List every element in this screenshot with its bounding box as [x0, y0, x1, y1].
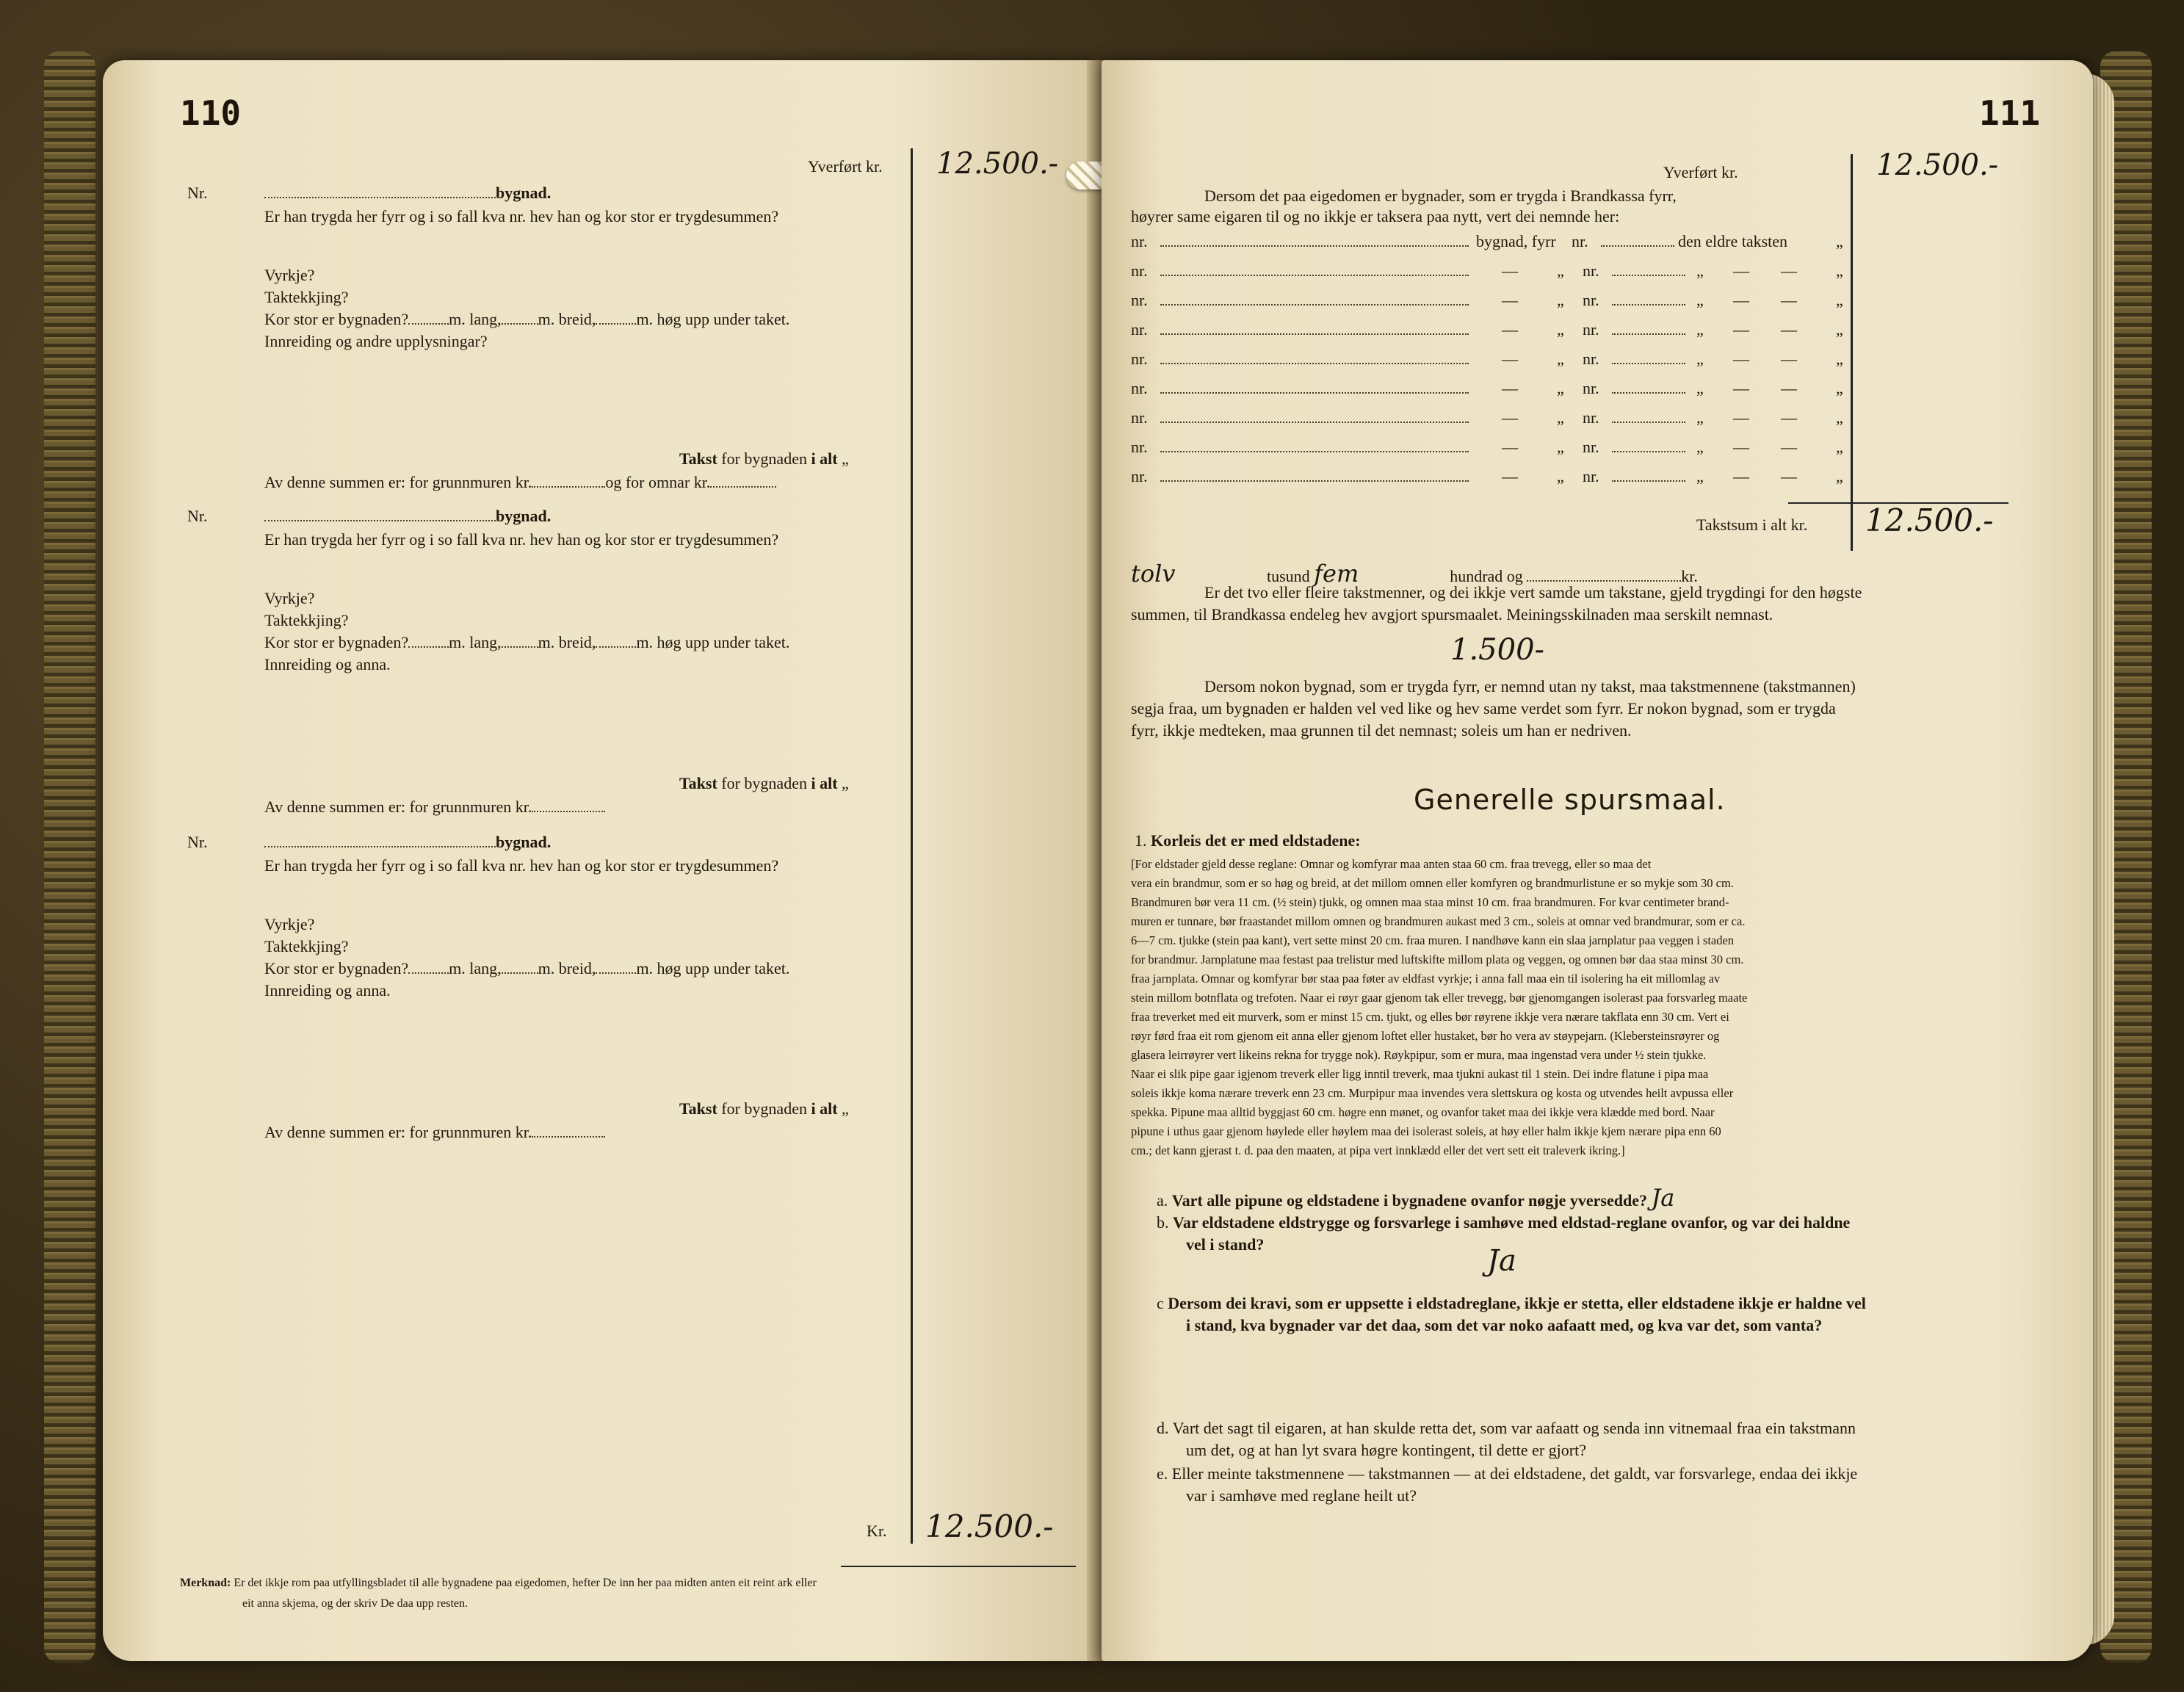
- row-dash: —: [1781, 320, 1797, 339]
- row-nr2-label: nr.: [1583, 291, 1599, 309]
- amount-column-line: [911, 148, 913, 1544]
- rules-line: cm.; det kann gjerast t. d. paa den maaten, at pipa vert innklædd eller det vert sett eit traleverk ikring.]: [1131, 1143, 1625, 1157]
- nr-label: Nr.: [187, 507, 208, 525]
- hw-hundrad: fem: [1314, 560, 1359, 588]
- qa-text: Vart alle pipune og eldstadene i bygnadene ovanfor nøgje yversedde?: [1171, 1191, 1647, 1210]
- row-dash: —: [1733, 438, 1749, 456]
- row-dash: —: [1733, 379, 1749, 397]
- row-quote: „: [1696, 291, 1704, 309]
- row-dash: —: [1733, 467, 1749, 485]
- row-dash: —: [1502, 467, 1518, 485]
- row-nr-label: nr.: [1131, 438, 1148, 456]
- row-quote: „: [1696, 261, 1704, 280]
- row-quote: „: [1557, 467, 1564, 485]
- row-dash: —: [1502, 261, 1518, 280]
- row-comma: „: [1836, 261, 1843, 280]
- row-dash: —: [1781, 408, 1797, 427]
- takst-word: Takst: [679, 774, 717, 792]
- nr-label: Nr.: [187, 184, 208, 202]
- av-denne-line: [264, 1123, 605, 1142]
- hundrad-og-label: hundrad og: [1450, 567, 1523, 585]
- takst-rest: for bygnaden: [721, 774, 807, 792]
- right-page: [1102, 60, 2093, 1661]
- taktekkjing-question: Taktekkjing?: [264, 937, 349, 955]
- size-question: [264, 633, 789, 652]
- merknad-line-1: [180, 1577, 817, 1590]
- row-comma: „: [1836, 438, 1843, 456]
- lang-label: m. lang,: [449, 959, 502, 977]
- cover-edge-left: [44, 51, 95, 1663]
- rules-line: Brandmuren bør vera 11 cm. (½ stein) tjukk, og omnen maa staa minst 10 cm. fraa brandmuren. For kvar centimeter brand-: [1131, 895, 1729, 909]
- row-comma: „: [1836, 320, 1843, 339]
- takst-word: Takst: [679, 1099, 717, 1118]
- yverfort-value: 12.500.-: [936, 147, 1059, 181]
- row-dotted-field: [1612, 350, 1685, 369]
- row-comma: „: [1836, 350, 1843, 368]
- row-dash: —: [1502, 438, 1518, 456]
- row-nr-label: nr.: [1131, 408, 1148, 427]
- kr-total-value: 12.500.-: [925, 1508, 1054, 1544]
- qb-text-1: Var eldstadene eldstrygge og forsvarlege i samhøve med eldstad-reglane ovanfor, og var dei haldne: [1173, 1213, 1851, 1232]
- row-nr2-label: nr.: [1583, 438, 1599, 456]
- row-dotted-field: [1612, 320, 1685, 339]
- tvo-line-2: summen, til Brandkassa endeleg hev avgjort spursmaalet. Meiningsskilnaden maa serskilt nemnast.: [1131, 605, 1773, 623]
- takst-word: Takst: [679, 449, 717, 468]
- qa-answer: Ja: [1651, 1184, 1675, 1212]
- question-a: [1157, 1184, 1674, 1212]
- size-label: Kor stor er bygnaden?: [264, 959, 409, 977]
- row-dotted-field: [1160, 438, 1469, 457]
- row-nr-label: nr.: [1131, 320, 1148, 339]
- tvo-line-1: Er det tvo eller fleire takstmenner, og dei ikkje vert samde um takstane, gjeld trygdingi for den høgste: [1204, 583, 1862, 601]
- row-dotted-field: [1160, 261, 1469, 281]
- dersom-line-2: segja fraa, um bygnaden er halden vel ved like og hev same verdet som fyrr. Er nokon bygnad, som er trygda: [1131, 699, 1836, 717]
- dersom-line-1: Dersom nokon bygnad, som er trygda fyrr, er nemnd utan ny takst, maa takstmennene (takstmannen): [1204, 677, 1856, 695]
- trygda-question: Er han trygda her fyrr og i so fall kva nr. hev han og kor stor er trygdesummen?: [264, 856, 779, 875]
- row-dotted-field: [1612, 438, 1685, 457]
- hog-label: m. høg upp under taket.: [636, 959, 790, 977]
- left-page: [103, 60, 1094, 1661]
- question-d-1: [1157, 1419, 1856, 1438]
- size-question: [264, 310, 789, 329]
- row-dash: —: [1733, 350, 1749, 368]
- lang-label: m. lang,: [449, 633, 502, 651]
- innreiding-question: Innreiding og anna.: [264, 981, 391, 999]
- qd-letter: d.: [1157, 1419, 1169, 1437]
- row-quote: „: [1557, 291, 1564, 309]
- comma-mark: „: [842, 1099, 849, 1118]
- omnar-label: og for omnar kr.: [605, 473, 711, 491]
- bygnad-label: bygnad.: [496, 833, 552, 851]
- breid-label: m. breid,: [538, 633, 596, 651]
- qb-text-2: vel i stand?: [1186, 1235, 1265, 1254]
- row-quote: „: [1557, 320, 1564, 339]
- row-nr2-label: nr.: [1583, 379, 1599, 397]
- row-dash: —: [1502, 408, 1518, 427]
- row-quote: „: [1696, 438, 1704, 456]
- lang-label: m. lang,: [449, 310, 502, 328]
- bygnad-line: [264, 833, 551, 852]
- row-nr2-label: nr.: [1583, 320, 1599, 339]
- merknad-text-1: Er det ikkje rom paa utfyllingsbladet til alle bygnadene paa eigedomen, hefter De inn her paa midten anten eit reint ark eller: [234, 1577, 817, 1589]
- row-dotted-field: [1160, 232, 1469, 251]
- rules-line: røyr førd fraa eit rom gjenom eit anna eller gjenom loftet eller hustaket, bør ho vera av støypejarn. (Klebersteinsrøyrer og: [1131, 1029, 1720, 1043]
- size-question: [264, 959, 789, 978]
- row-quote: „: [1696, 467, 1704, 485]
- row-dotted-field: [1612, 379, 1685, 398]
- qe-text-2: var i samhøve med reglane heilt ut?: [1186, 1486, 1417, 1505]
- qe-text-1: Eller meinte takstmennene — takstmannen — at dei eldstadene, det galdt, var forsvarlege, endaa dei ikkje: [1171, 1464, 1858, 1483]
- av-denne-label: Av denne summen er: for grunnmuren kr.: [264, 798, 532, 816]
- total-rule: [841, 1566, 1076, 1567]
- row-quote: „: [1696, 350, 1704, 368]
- row-dotted-field: [1612, 261, 1685, 281]
- qc-letter: c: [1157, 1294, 1164, 1312]
- row-comma: „: [1836, 291, 1843, 309]
- bygnad-line: [264, 184, 551, 203]
- dersom-line-3: fyrr, ikkje medteken, maa grunnen til det nemnast; soleis um han er nedriven.: [1131, 721, 1632, 740]
- yverfort-label: Yverført kr.: [808, 157, 883, 176]
- row-dash: —: [1781, 438, 1797, 456]
- rules-line: pipune i uthus gaar gjenom høylede eller høylem maa dei isolerast soleis, at høy eller halm ikkje kjem nærare pipa enn 60: [1131, 1124, 1721, 1138]
- row-quote: „: [1696, 320, 1704, 339]
- row-comma: „: [1836, 379, 1843, 397]
- av-denne-line: [264, 473, 776, 492]
- q1-title: Korleis det er med eldstadene:: [1151, 831, 1361, 850]
- row-quote: „: [1557, 438, 1564, 456]
- amount-column-line: [1851, 154, 1853, 551]
- row-comma: „: [1836, 467, 1843, 485]
- qc-text-2: i stand, kva bygnader var det daa, som det var noko aafaatt med, og kva var det, som vanta?: [1186, 1316, 1823, 1334]
- question-b-1: [1157, 1213, 1850, 1232]
- row-nr-label: nr.: [1131, 261, 1148, 280]
- row-dash: —: [1502, 320, 1518, 339]
- innreiding-question: Innreiding og andre upplysningar?: [264, 332, 488, 350]
- q1-number: 1.: [1135, 831, 1147, 850]
- section-heading: Generelle spursmaal.: [1414, 784, 1726, 816]
- row-nr2-label: nr.: [1583, 261, 1599, 280]
- rules-line: stein millom botnflata og trefoten. Naar ei røyr gaar gjenom tak eller trevegg, bør gjenomgangen isolerast paa forsvarleg maate: [1131, 991, 1748, 1005]
- qa-letter: a.: [1157, 1191, 1168, 1210]
- merknad-line-2: eit anna skjema, og der skriv De daa upp resten.: [242, 1597, 469, 1610]
- trygda-question: Er han trygda her fyrr og i so fall kva nr. hev han og kor stor er trygdesummen?: [264, 207, 779, 225]
- row-nr2-label: nr.: [1583, 350, 1599, 368]
- question-e-1: [1157, 1464, 1857, 1483]
- rules-line: for brandmur. Jarnplatune maa festast paa trelistur med luftskifte millom plata og veggen, og omnen bør daa staa minst 30 cm.: [1131, 952, 1744, 966]
- row-dash: —: [1502, 350, 1518, 368]
- rules-line: 6—7 cm. tjukke (stein paa kant), vert sette minst 20 cm. fraa muren. I nandhøve kann ein slaa jarnplatur paa veggen i staden: [1131, 933, 1735, 947]
- row-dotted-field: [1160, 467, 1469, 486]
- hog-label: m. høg upp under taket.: [636, 633, 790, 651]
- row-nr2-label: nr.: [1583, 467, 1599, 485]
- rules-line: Naar ei slik pipe gaar igjenom treverk eller ligg inntil treverk, maa tjukni aukast til 1 stein. Dei indre flatune i pipa maa: [1131, 1067, 1709, 1081]
- yverfort-label: Yverført kr.: [1663, 163, 1738, 181]
- row-nr2-label: nr.: [1583, 408, 1599, 427]
- row-dash: —: [1781, 379, 1797, 397]
- hog-label: m. høg upp under taket.: [636, 310, 790, 328]
- i-alt-label: i alt: [811, 1099, 838, 1118]
- rules-line: spekka. Pipune maa alltid byggjast 60 cm. høgre enn mønet, og ovanfor taket maa dei ikkje vera klædde med bord. Naar: [1131, 1105, 1715, 1119]
- rules-line: fraa jarnplata. Omnar og komfyrar bør staa paa føter av eldfast vyrkje; i anna fall maa ein til isolering ha eit millomlag av: [1131, 972, 1721, 986]
- rules-line: glasera leirrøyrer vert likeins rekna for trygge nok). Røykpipur, som er mura, maa ingenstad vera under ½ stein tjukke.: [1131, 1048, 1707, 1062]
- qb-answer: Ja: [1487, 1244, 1516, 1278]
- row-dotted-field: [1160, 350, 1469, 369]
- row-dash: —: [1733, 320, 1749, 339]
- row-quote: „: [1557, 379, 1564, 397]
- hw-tusund: tolv: [1131, 560, 1176, 588]
- qb-letter: b.: [1157, 1213, 1169, 1232]
- kr-label: kr.: [1681, 567, 1698, 585]
- qc-text-1: Dersom dei kravi, som er uppsette i eldstadreglane, ikkje er stetta, eller eldstadene ikkje er haldne vel: [1168, 1294, 1866, 1312]
- q1-line: [1135, 831, 1361, 850]
- rules-line: muren er tunnare, bør fraastandet millom omnen og brandmuren aukast med 3 cm., soleis at omnar ved brandmurar, som er ca.: [1131, 914, 1746, 928]
- trygda-question: Er han trygda her fyrr og i so fall kva nr. hev han og kor stor er trygdesummen?: [264, 530, 779, 549]
- page-number-right: 111: [1979, 93, 2041, 133]
- taktekkjing-question: Taktekkjing?: [264, 288, 349, 306]
- rules-line: vera ein brandmur, som er so høg og breid, at det millom omnen eller komfyren og brandmurlistune er so mykje som 30 cm.: [1131, 876, 1734, 890]
- kr-label: Kr.: [867, 1522, 887, 1540]
- bygnad-line: [264, 507, 551, 526]
- row-nr2-label: nr.: [1572, 232, 1588, 250]
- taktekkjing-question: Taktekkjing?: [264, 611, 349, 629]
- row-comma: „: [1836, 408, 1843, 427]
- takstsum-value: 12.500.-: [1865, 502, 1994, 538]
- takst-line: [679, 774, 849, 793]
- intro-line-2: høyrer same eigaren til og no ikkje er taksera paa nytt, vert dei nemnde her:: [1131, 207, 1620, 225]
- av-denne-label: Av denne summen er: for grunnmuren kr.: [264, 473, 532, 491]
- rules-line: soleis ikkje koma nærare treverk enn 23 cm. Murpipur maa invendes vera slettskura og kosta og utvendes heilt avpussa eller: [1131, 1086, 1734, 1100]
- row-dotted-field: [1160, 408, 1469, 427]
- row-dotted-field: [1160, 379, 1469, 398]
- size-label: Kor stor er bygnaden?: [264, 633, 409, 651]
- bygnad-label: bygnad.: [496, 507, 552, 525]
- row-dash: —: [1502, 291, 1518, 309]
- row-dash: —: [1781, 291, 1797, 309]
- takst-rest: for bygnaden: [721, 449, 807, 468]
- row-dotted-field: [1612, 467, 1685, 486]
- row-dash: —: [1733, 408, 1749, 427]
- row-quote: „: [1557, 350, 1564, 368]
- comma-mark: „: [842, 774, 849, 792]
- size-label: Kor stor er bygnaden?: [264, 310, 409, 328]
- merknad-label: Merknad:: [180, 1577, 231, 1589]
- row-nr-label: nr.: [1131, 291, 1148, 309]
- row-dotted-field: [1160, 320, 1469, 339]
- bygnad-label: bygnad.: [496, 184, 552, 202]
- breid-label: m. breid,: [538, 310, 596, 328]
- row-quote: „: [1696, 379, 1704, 397]
- row-nr-label: nr.: [1131, 379, 1148, 397]
- takstsum-label: Takstsum i alt kr.: [1696, 516, 1808, 534]
- question-c-1: [1157, 1294, 1866, 1313]
- rules-text: [1131, 855, 2027, 1160]
- row-eldre-taksten: den eldre taksten: [1678, 232, 1788, 250]
- qd-text-1: Vart det sagt til eigaren, at han skulde retta det, som var aafaatt og senda inn vitnemaal fraa ein takstmann: [1172, 1419, 1856, 1437]
- vyrkje-question: Vyrkje?: [264, 266, 315, 284]
- takst-rest: for bygnaden: [721, 1099, 807, 1118]
- row-dash: —: [1781, 350, 1797, 368]
- av-denne-line: [264, 798, 605, 817]
- vyrkje-question: Vyrkje?: [264, 589, 315, 607]
- row-comma: „: [1836, 232, 1843, 250]
- takst-line: [679, 1099, 849, 1118]
- row-dotted-field: [1160, 291, 1469, 310]
- rules-line: fraa treverket med eit murverk, som er minst 15 cm. tjukt, og elles bør røyrene ikkje vera nærare takflata enn 30 cm. Vert ei: [1131, 1010, 1729, 1024]
- intro-line-1: Dersom det paa eigedomen er bygnader, som er trygda i Brandkassa fyrr,: [1204, 187, 1677, 205]
- tusund-label: tusund: [1267, 567, 1310, 585]
- row-quote: „: [1696, 408, 1704, 427]
- av-denne-label: Av denne summen er: for grunnmuren kr.: [264, 1123, 532, 1141]
- row-quote: „: [1557, 408, 1564, 427]
- row-bygnad-fyrr: bygnad, fyrr: [1476, 232, 1556, 250]
- i-alt-label: i alt: [811, 774, 838, 792]
- row-nr-label: nr.: [1131, 350, 1148, 368]
- nr-label: Nr.: [187, 833, 208, 851]
- yverfort-value: 12.500.-: [1876, 148, 1999, 182]
- row-nr-label: nr.: [1131, 467, 1148, 485]
- innreiding-question: Innreiding og anna.: [264, 655, 391, 673]
- row-dotted-field: [1612, 408, 1685, 427]
- page-number-left: 110: [180, 93, 242, 133]
- row-dash: —: [1502, 379, 1518, 397]
- rules-line: [For eldstader gjeld desse reglane: Omnar og komfyrar maa anten staa 60 cm. fraa trevegg, eller so maa det: [1131, 857, 1652, 871]
- row-dash: —: [1733, 291, 1749, 309]
- row-nr-label: nr.: [1131, 232, 1148, 250]
- qe-letter: e.: [1157, 1464, 1168, 1483]
- qd-text-2: um det, og at han lyt svara høgre kontingent, til dette er gjort?: [1186, 1441, 1586, 1459]
- breid-label: m. breid,: [538, 959, 596, 977]
- comma-mark: „: [842, 449, 849, 468]
- hw-1500: 1.500-: [1450, 633, 1545, 667]
- row-dash: —: [1781, 261, 1797, 280]
- row-quote: „: [1557, 261, 1564, 280]
- row-dotted-field: [1612, 291, 1685, 310]
- row-dash: —: [1733, 261, 1749, 280]
- row-dash: —: [1781, 467, 1797, 485]
- vyrkje-question: Vyrkje?: [264, 915, 315, 933]
- takst-line: [679, 449, 849, 469]
- row-dotted-field: [1601, 232, 1674, 251]
- i-alt-label: i alt: [811, 449, 838, 468]
